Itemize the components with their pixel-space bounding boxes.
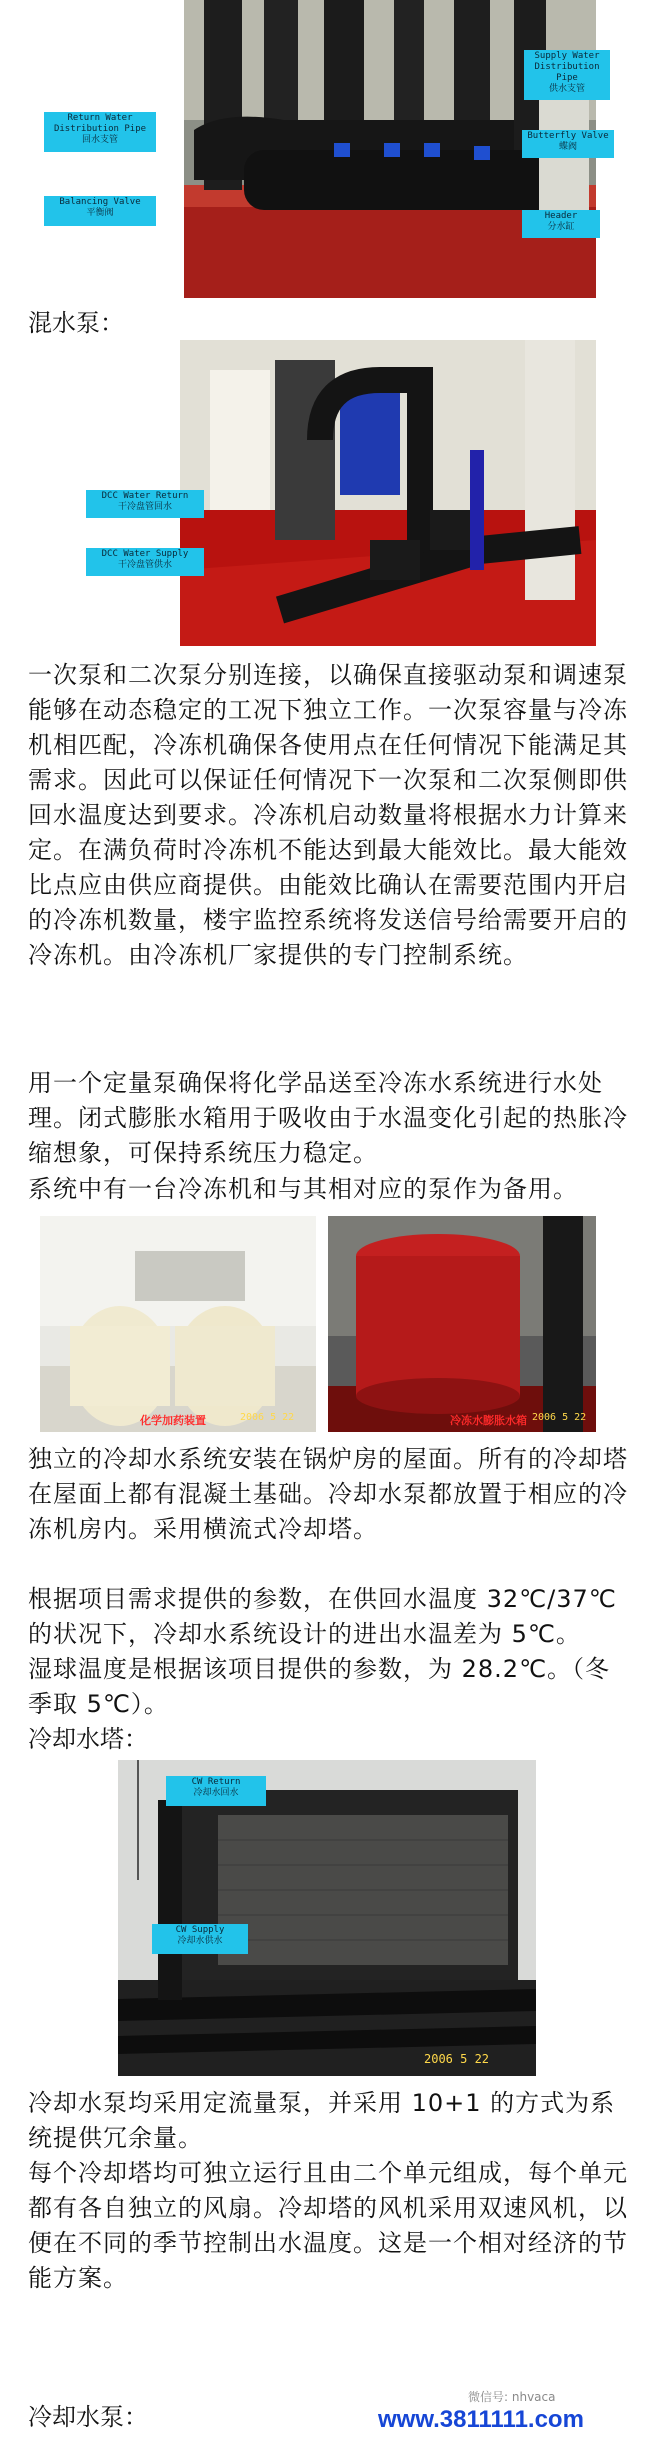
label-balancing-valve: Balancing Valve 平衡阀 <box>44 196 156 226</box>
paragraph-cooling-system: 独立的冷却水系统安装在锅炉房的屋面。所有的冷却塔在屋面上都有混凝土基础。冷却水泵都放置于相应的冷冻机房内。采用横流式冷却塔。 <box>28 1445 628 1543</box>
mixing-pump-photo <box>180 340 596 646</box>
paragraph-parameters: 根据项目需求提供的参数，在供回水温度 32℃/37℃的状况下，冷却水系统设计的进出水温差为 5℃。 <box>28 1585 617 1648</box>
cooling-tower-photo <box>118 1760 536 2076</box>
caption-expansion-tank: 冷冻水膨胀水箱 <box>450 1414 527 1427</box>
paragraph-wet-bulb: 湿球温度是根据该项目提供的参数，为 28.2℃。（冬季取 5℃）。 <box>28 1655 611 1718</box>
heading-mixing-pump: 混水泵： <box>28 309 124 337</box>
expansion-tank-photo <box>328 1216 596 1432</box>
label-header: Header 分水缸 <box>522 210 600 238</box>
heading-cooling-tower: 冷却水塔： <box>28 1725 148 1753</box>
label-cw-return: CW Return 冷却水回水 <box>166 1776 266 1806</box>
label-cw-supply: CW Supply 冷却水供水 <box>152 1924 248 1954</box>
caption-chemical-dosing: 化学加药装置 <box>140 1414 206 1427</box>
wechat-watermark: 微信号: nhvaca <box>468 2390 556 2404</box>
heading-cooling-pump: 冷却水泵： <box>28 2403 148 2431</box>
label-return-water-pipe: Return Water Distribution Pipe 回水支管 <box>44 112 156 152</box>
footer-url[interactable]: www.3811111.com <box>378 2406 584 2433</box>
label-supply-water-pipe: Supply Water Distribution Pipe 供水支管 <box>524 50 610 100</box>
label-butterfly-valve: Butterfly Valve 蝶阀 <box>522 130 614 158</box>
chemical-dosing-photo <box>40 1216 316 1432</box>
paragraph-constant-flow-pumps: 冷却水泵均采用定流量泵，并采用 10+1 的方式为系统提供冗余量。 <box>28 2089 616 2152</box>
datestamp-expansion-tank: 2006 5 22 <box>532 1412 587 1423</box>
paragraph-pumps: 一次泵和二次泵分别连接，以确保直接驱动泵和调速泵能够在动态稳定的工况下独立工作。一次泵容量与冷冻机相匹配，冷冻机确保各使用点在任何情况下能满足其需求。因此可以保证任何情况下一次泵和二次泵侧即供回水温度达到要求。冷冻机启动数量将根据水力计算来定。在满负荷时冷冻机不能达到最大能效比。最大能效比点应由供应商提供。由能效比确认在需要范围内开启的冷冻机数量，楼宇监控系统将发送信号给需要开启的冷冻机。由冷冻机厂家提供的专门控制系统。 <box>28 661 628 969</box>
label-dcc-water-return: DCC Water Return 干冷盘管回水 <box>86 490 204 518</box>
label-dcc-water-supply: DCC Water Supply 干冷盘管供水 <box>86 548 204 576</box>
paragraph-tower-units: 每个冷却塔均可独立运行且由二个单元组成，每个单元都有各自独立的风扇。冷却塔的风机采用双速风机，以便在不同的季节控制出水温度。这是一个相对经济的节能方案。 <box>28 2159 628 2292</box>
datestamp-cooling-tower: 2006 5 22 <box>424 2052 490 2066</box>
paragraph-chemical-treatment: 用一个定量泵确保将化学品送至冷冻水系统进行水处理。闭式膨胀水箱用于吸收由于水温变化引起的热胀冷缩想象，可保持系统压力稳定。 <box>28 1069 628 1167</box>
datestamp-chemical: 2006 5 22 <box>240 1412 295 1423</box>
paragraph-standby: 系统中有一台冷冻机和与其相对应的泵作为备用。 <box>28 1175 578 1203</box>
